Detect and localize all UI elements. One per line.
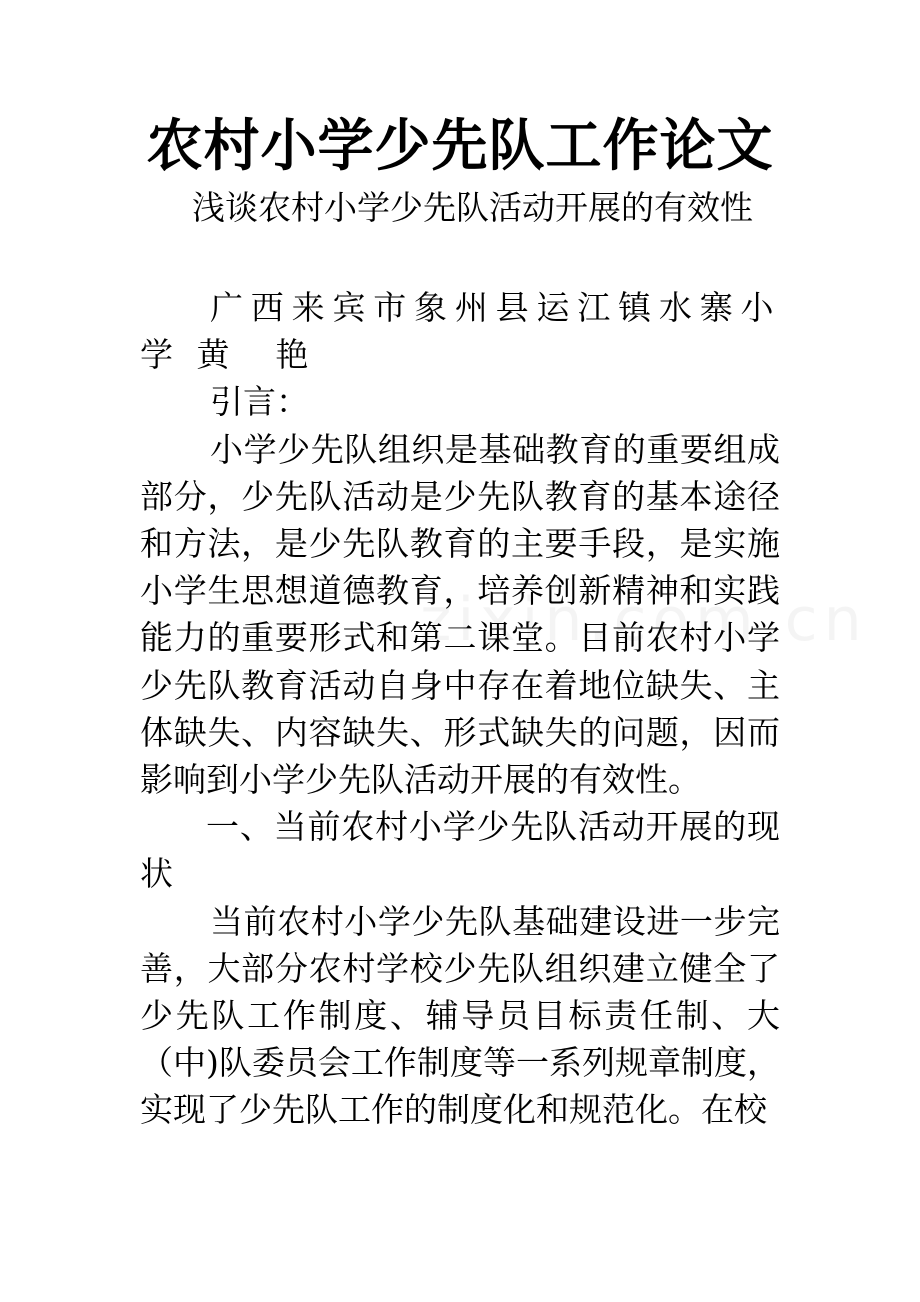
section-heading: 一、当前农村小学少先队活动开展的现状 [140, 807, 780, 894]
document-title: 农村小学少先队工作论文 [146, 114, 774, 179]
author-line: 广西来宾市象州县运江镇水寨小学 黄 艳 [140, 288, 780, 375]
intro-paragraph: 小学少先队组织是基础教育的重要组成部分，少先队活动是少先队教育的基本途径和方法，是少先队教育的主要手段，是实施小学生思想道德教育，培养创新精神和实践能力的重要形式和第二课堂。目前农村小学少先队教育活动自身中存在着地位缺失、主体缺失、内容缺失、形式缺失的问题，因而影响到小学少先队活动开展的有效性。 [140, 429, 780, 800]
document-subtitle: 浅谈农村小学少先队活动开展的有效性 [192, 188, 753, 227]
section-paragraph: 当前农村小学少先队基础建设进一步完善，大部分农村学校少先队组织建立健全了少先队工作制度、辅导员目标责任制、大（中)队委员会工作制度等一系列规章制度，实现了少先队工作的制度化和规范化。在校 [140, 901, 780, 1130]
intro-label: 引言： [210, 382, 309, 422]
document-body [140, 284, 780, 1134]
